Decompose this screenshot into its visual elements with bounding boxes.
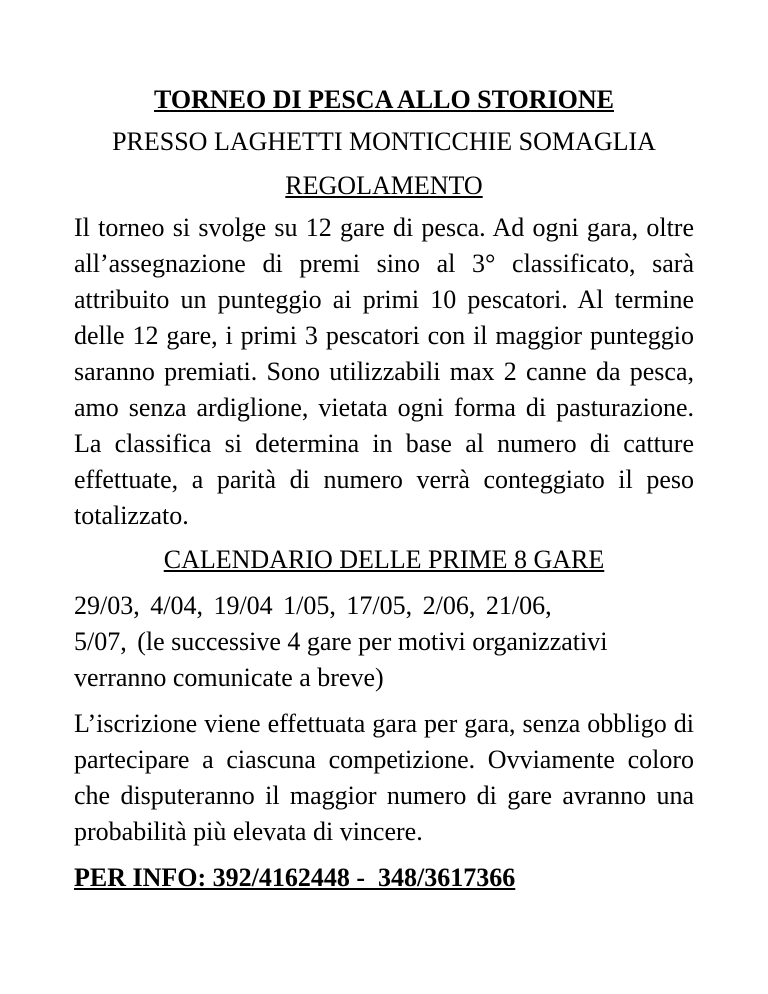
- document-subtitle: PRESSO LAGHETTI MONTICCHIE SOMAGLIA: [112, 127, 656, 156]
- rules-heading: REGOLAMENTO: [285, 171, 483, 200]
- info-contact-line: PER INFO: 392/4162448 - 348/3617366: [74, 863, 516, 892]
- calendar-heading: CALENDARIO DELLE PRIME 8 GARE: [163, 545, 605, 574]
- document-title: TORNEO DI PESCA ALLO STORIONE: [154, 85, 614, 114]
- rules-paragraph: Il torneo si svolge su 12 gare di pesca. Ad ogni gara, oltre all’assegnazione di premi sino al 3° classificato, sarà attribuito un punteggio ai primi 10 pescatori. Al termine delle 12 gare, i primi 3 pescatori con il maggior punteggio saranno premiati. Sono utilizzabili max 2 canne da pesca, amo senza ardiglione, vietata ogni forma di pasturazione. La classifica si determina in base al numero di catture effettuate, a parità di numero verrà conteggiato il peso totalizzato.: [74, 213, 694, 530]
- registration-paragraph: L’iscrizione viene effettuata gara per gara, senza obbligo di partecipare a ciascuna competizione. Ovviamente coloro che disputeranno il maggior numero di gare avranno una probabilità più elevata di vincere.: [74, 709, 694, 846]
- calendar-dates: [74, 588, 694, 696]
- calendar-note: (le successive 4 gare per motivi organizzativi verranno comunicate a breve): [74, 627, 608, 692]
- calendar-dates-line1: 29/03, 4/04, 19/04 1/05, 17/05, 2/06, 21/06,: [74, 591, 552, 620]
- calendar-dates-line2: 5/07,: [74, 627, 127, 656]
- document-page: [74, 82, 694, 896]
